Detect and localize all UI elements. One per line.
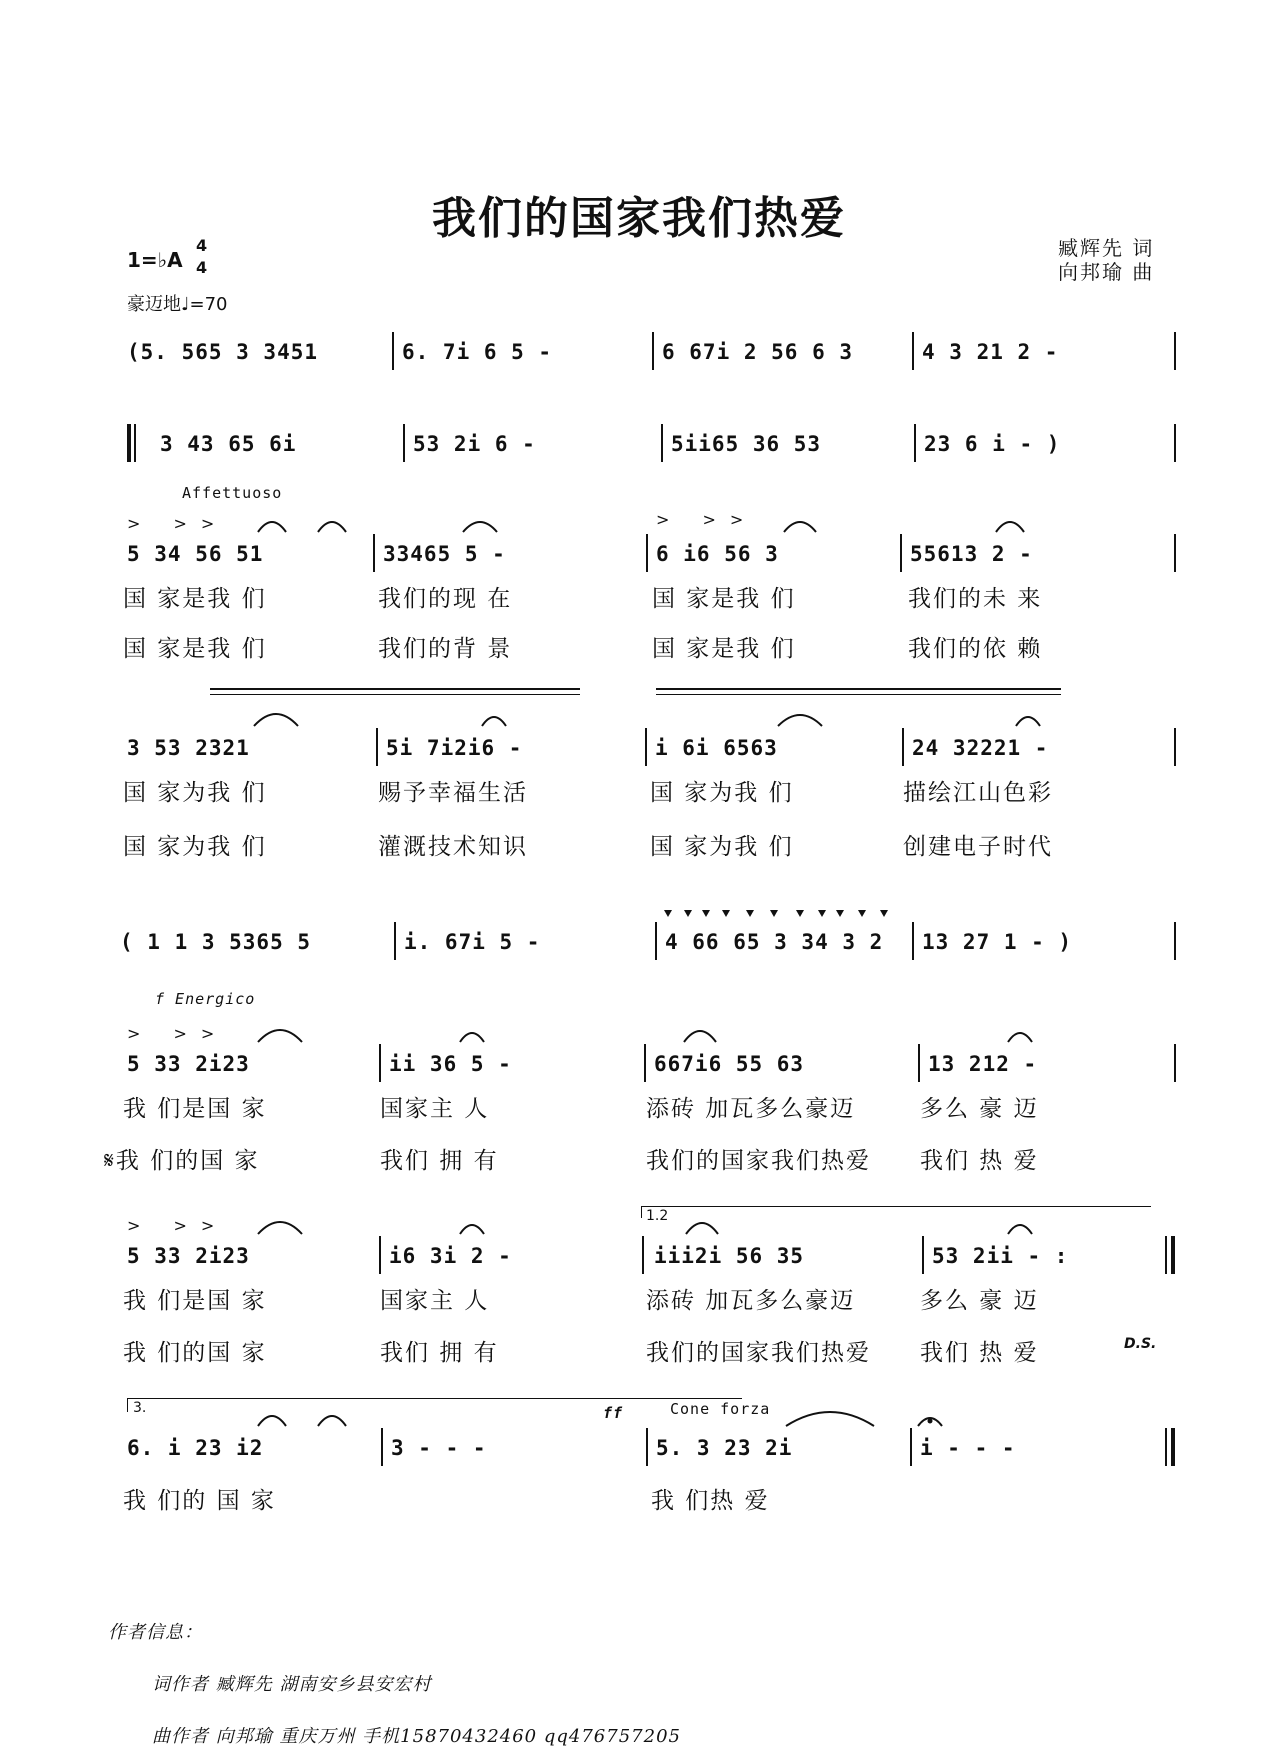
staccato-mark [858, 910, 866, 917]
row-5-lyric-1: 多么 豪 迈 [920, 1096, 1039, 1122]
slur [786, 1412, 874, 1426]
row-0-measure-3: 6 67i 2 56 6 3 [662, 340, 854, 364]
row-3-measure-2: 5i 7i2i6 - [386, 736, 523, 760]
staccato-mark [770, 910, 778, 917]
row-6-lyric-2: 我们 拥 有 [380, 1340, 499, 1366]
row-5-lyric-2: 我们 拥 有 [380, 1148, 499, 1174]
row-2-lyric-1: 国 家是我 们 [652, 586, 796, 612]
slur [258, 522, 286, 532]
slur [258, 1222, 302, 1234]
row-5-measure-2: ii 36 5 - [389, 1052, 512, 1076]
row-1-measure-2: 53 2i 6 - [413, 432, 536, 456]
row-6-lyric-2: 我们的国家我们热爱 [646, 1340, 871, 1366]
row-6-lyric-1: 添砖 加瓦多么豪迈 [646, 1288, 856, 1314]
row-3-measure-1: 3 53 2321 [127, 736, 250, 760]
row-3-measure-3: i 6i 6563 [655, 736, 778, 760]
row-6-lyric-1: 我 们是国 家 [123, 1288, 267, 1314]
slur [318, 1416, 346, 1426]
row-4-measure-4: 13 27 1 - ) [922, 930, 1073, 954]
volta-label: 3. [133, 1400, 147, 1416]
row-6-measure-4: 53 2ii - : [932, 1244, 1069, 1268]
time-signature-top: 4 [196, 236, 208, 255]
staccato-mark [746, 910, 754, 917]
dynamic-mark: f Energico [155, 990, 256, 1008]
page-title: 我们的国家我们热爱 [432, 193, 846, 244]
slur [784, 522, 816, 532]
row-5-lyric-1: 添砖 加瓦多么豪迈 [646, 1096, 856, 1122]
row-6-lyric-2: 我 们的国 家 [123, 1340, 267, 1366]
row-5-measure-4: 13 212 - [928, 1052, 1038, 1076]
author-info-lyricist: 词作者 臧辉先 湖南安乡县安宏村 [152, 1674, 432, 1695]
row-0-measure-4: 4 3 21 2 - [922, 340, 1059, 364]
dal-segno-mark: D.S. [1124, 1336, 1157, 1352]
row-5-lyric-2: 我们 热 爱 [920, 1148, 1039, 1174]
expression-mark: Cone forza [670, 1400, 771, 1418]
row-1-measure-3: 5ii65 36 53 [671, 432, 822, 456]
volta-label: 1.2 [646, 1208, 669, 1224]
staccato-mark [722, 910, 730, 917]
slur [996, 522, 1024, 532]
row-3-lyric-2: 国 家为我 们 [650, 834, 794, 860]
slur [258, 1030, 302, 1042]
slur [686, 1223, 718, 1234]
row-6-measure-2: i6 3i 2 - [389, 1244, 512, 1268]
key-signature: 1=♭A [127, 248, 183, 272]
row-7-measure-2: 3 - - - [391, 1436, 487, 1460]
row-2-lyric-2: 我们的背 景 [378, 636, 513, 662]
row-7-measure-3: 5. 3 23 2i [656, 1436, 793, 1460]
row-0-measure-2: 6. 7i 6 5 - [402, 340, 553, 364]
row-7-measure-4: i - - - [920, 1436, 1016, 1460]
row-2-lyric-2: 国 家是我 们 [123, 636, 267, 662]
author-info-heading: 作者信息： [108, 1622, 203, 1643]
slur [1008, 1225, 1032, 1234]
tempo-marking: 豪迈地♩=70 [127, 294, 228, 315]
row-6-lyric-1: 多么 豪 迈 [920, 1288, 1039, 1314]
row-2-measure-1: 5 34 56 51 [127, 542, 264, 566]
accent-marks: > >> [127, 514, 229, 533]
slur [463, 522, 497, 532]
row-2-lyric-2: 国 家是我 们 [652, 636, 796, 662]
staccato-mark [684, 910, 692, 917]
lyricist-credit: 臧辉先 词 [1058, 236, 1155, 260]
row-2-lyric-1: 我们的未 来 [908, 586, 1043, 612]
row-5-measure-3: 667i6 55 63 [654, 1052, 805, 1076]
accent-marks: > >> [127, 1216, 229, 1235]
staccato-mark [836, 910, 844, 917]
slur [258, 1416, 286, 1426]
row-5-lyric-1: 国家主 人 [380, 1096, 490, 1122]
dynamic-mark: ff [603, 1404, 624, 1422]
row-3-lyric-1: 赐予幸福生活 [378, 780, 528, 806]
row-5-lyric-2: 我们的国家我们热爱 [646, 1148, 871, 1174]
slur [460, 1225, 484, 1234]
staccato-mark [880, 910, 888, 917]
row-7-lyric-1: 我 们热 爱 [651, 1488, 770, 1514]
row-6-lyric-2: 我们 热 爱 [920, 1340, 1039, 1366]
slur [1016, 717, 1040, 726]
row-2-measure-2: 33465 5 - [383, 542, 506, 566]
row-1-measure-1: 3 43 65 6i [160, 432, 297, 456]
row-2-lyric-1: 我们的现 在 [378, 586, 513, 612]
row-3-lyric-1: 国 家为我 们 [123, 780, 267, 806]
row-5-measure-1: 5 33 2i23 [127, 1052, 250, 1076]
slur [684, 1031, 716, 1042]
slur [482, 717, 506, 726]
staccato-mark [664, 910, 672, 917]
row-7-measure-1: 6. i 23 i2 [127, 1436, 264, 1460]
accent-marks: > >> [127, 1024, 229, 1043]
row-4-measure-2: i. 67i 5 - [404, 930, 541, 954]
author-info-composer: 曲作者 向邦瑜 重庆万州 手机15870432460 qq476757205 [152, 1726, 681, 1747]
row-4-measure-1: ( 1 1 3 5365 5 [120, 930, 312, 954]
row-4-measure-3: 4 66 65 3 34 3 2 [665, 930, 884, 954]
row-3-lyric-1: 国 家为我 们 [650, 780, 794, 806]
staccato-mark [796, 910, 804, 917]
staccato-mark [702, 910, 710, 917]
row-3-lyric-2: 创建电子时代 [903, 834, 1053, 860]
time-signature-bottom: 4 [196, 258, 208, 277]
row-3-measure-4: 24 32221 - [912, 736, 1049, 760]
row-2-lyric-1: 国 家是我 们 [123, 586, 267, 612]
row-7-lyric-1: 我 们的 国 家 [123, 1488, 276, 1514]
fermata-dot [928, 1419, 933, 1424]
slur [1008, 1033, 1032, 1042]
row-6-measure-1: 5 33 2i23 [127, 1244, 250, 1268]
expression-mark: Affettuoso [182, 484, 283, 502]
row-1-measure-4: 23 6 i - ) [924, 432, 1061, 456]
row-2-measure-3: 6 i6 56 3 [656, 542, 779, 566]
row-3-lyric-2: 国 家为我 们 [123, 834, 267, 860]
accent-marks: > >> [656, 510, 758, 529]
staccato-mark [818, 910, 826, 917]
row-2-measure-4: 55613 2 - [910, 542, 1033, 566]
slur [254, 714, 298, 726]
row-6-measure-3: iii2i 56 35 [654, 1244, 805, 1268]
row-3-lyric-1: 描绘江山色彩 [903, 780, 1053, 806]
row-0-measure-1: (5. 565 3 3451 [127, 340, 319, 364]
row-3-lyric-2: 灌溉技术知识 [378, 834, 528, 860]
row-6-lyric-1: 国家主 人 [380, 1288, 490, 1314]
slur [318, 522, 346, 532]
slur [460, 1033, 484, 1042]
row-5-lyric-1: 我 们是国 家 [123, 1096, 267, 1122]
slur [778, 715, 822, 726]
row-5-lyric-2: 𝄋我 们的国 家 [104, 1148, 260, 1174]
row-2-lyric-2: 我们的依 赖 [908, 636, 1043, 662]
composer-credit: 向邦瑜 曲 [1058, 260, 1155, 284]
